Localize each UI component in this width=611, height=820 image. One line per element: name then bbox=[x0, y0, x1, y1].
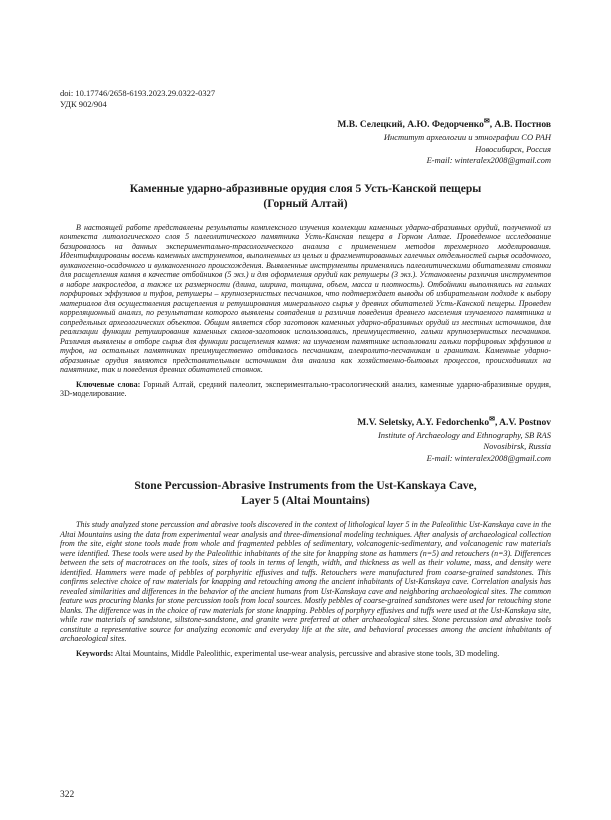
russian-city: Новосибирск, Россия bbox=[475, 143, 551, 154]
russian-authors-before: М.В. Селецкий, А.Ю. Федорченко bbox=[337, 120, 484, 130]
russian-title bbox=[60, 182, 551, 212]
russian-authors bbox=[60, 116, 551, 132]
english-author-block bbox=[60, 414, 551, 465]
english-authors bbox=[60, 414, 551, 430]
russian-author-block bbox=[60, 116, 551, 167]
english-email: E-mail: winteralex2008@gmail.com bbox=[426, 452, 551, 463]
page-number: 322 bbox=[60, 790, 75, 800]
russian-authors-after: , А.В. Постнов bbox=[489, 120, 551, 130]
russian-keywords-text: Горный Алтай, средний палеолит, экспериментально-трасологический анализ, каменные ударно-абразивные орудия, 3D-моделирование. bbox=[60, 379, 551, 398]
english-authors-before: M.V. Seletsky, A.Y. Fedorchenko bbox=[357, 417, 490, 428]
corresponding-author-icon: ✉ bbox=[483, 116, 490, 125]
english-city: Novosibirsk, Russia bbox=[483, 441, 551, 451]
english-keywords bbox=[60, 649, 551, 659]
english-authors-after: , A.V. Postnov bbox=[494, 417, 551, 428]
russian-abstract: В настоящей работе представлены результаты комплексного изучения коллекции каменных ударно-абразивных орудий, полученной из контекста литологического слоя 5 палеолитического памятника Усть-Канская пещера в Горном Алтае. Проведенное исследование базировалось на данных экспериментально-трасологического анализа с применением методов трехмерного моделирования. Идентифицированы восемь каменных инструментов, выполненных из целых и фрагментированных галечных отдельностей сырья осадочного, вулканогенно-осадочного и вулканогенного происхождения. Выявленные инструменты применялись палеолитическими обитателями стоянки для расщепления камня в качестве отбойников (5 экз.) и для оформления орудий как ретушеры (3 экз.). Установлены различия инструментов в наборе макроследов, а также их размерности (длина, ширина, толщина, объем, масса и плотность). Отбойники выполнялись на гальках порфировых эффузивов и туфов, ретушеры – крупнозернистых песчаников, что подтверждает выводы об избирательном подходе к выбору материалов для осуществления расщепления и ретуширования минерального сырья у древних обитателей Усть-Канской пещеры. Проведен корреляционный анализ, по результатам которого выявлены совпадения и различия поведения древнего населения изучаемого памятника и сопредельных археологических объектов. Общим является сбор заготовок каменных ударно-абразивных орудий из местных источников, для реализации функции ретуширования каменных сколов-заготовок использовались, преимущественно, гальки крупнозернистых песчаников. Различия выявлены в отборе сырья для функции расщепления камня: на изучаемом памятнике использовали гальки порфировых эффузивов и туфов, на остальных памятниках преимущественно отдавалось песчаникам, алевролито-песчаникам и гранитам. Каменные ударно-абразивные орудия являются представительным источником для анализа как хозяйственно-бытовых процессов, происходивших на памятнике, так и поведения древних обитателей стоянок. bbox=[60, 222, 551, 374]
russian-affiliation: Институт археологии и этнографии СО РАН bbox=[383, 132, 551, 142]
english-title bbox=[60, 479, 551, 509]
english-title-line2: Layer 5 (Altai Mountains) bbox=[241, 495, 370, 507]
russian-title-line1: Каменные ударно-абразивные орудия слоя 5 Усть-Канской пещеры bbox=[129, 182, 482, 195]
english-abstract: This study analyzed stone percussion and abrasive tools discovered in the context of lithological layer 5 in the Paleolithic Ust-Kanskaya cave in the Altai Mountains using the data from experimental wear analysis and three-dimensional modeling techniques. After analysis of archaeological collection from the site, eight stone tools made from whole and fragmented pebbles of sedimentary, volcanogenic-sedimentary, and volcanogenic raw materials were identified. These tools were used by the Paleolithic inhabitants of the site for knapping stone as hammers (n=5) and retouchers (n=3). Differences between the sets of macrotraces on the tools, sizes of tools in terms of length, width, and thickness as well as their volume, mass, and density were identified. Hammers were made of pebbles of porphyritic effusives and tuffs. Retouchers were manufactured from coarse-grained sandstones. This confirms selective choice of raw materials for knapping and retouching among the ancient inhabitants of Ust-Kanskaya cave. Correlation analysis has revealed similarities and differences in the behavior of the ancient humans from Ust-Kanskaya cave and neighboring archaeological sites. The common feature was procuring blanks for stone percussion tools from local sources. Mostly pebbles of coarse-grained sandstones were used for retouching stone blanks. The difference was in the choice of raw materials for stone knapping. Pebbles of porphyry effusives and tuffs were used at the Ust-Kanskaya site, while raw materials of sandstone, siltstone-sandstone, and granite were preferred at other archaeological sites. Stone percussion and abrasive tools constitute a representative source for analyzing economic and everyday life at the site, and behavioral processes among the ancient inhabitants of archaeological sites. bbox=[60, 520, 551, 643]
doi-line: doi: 10.17746/2658-6193.2023.29.0322-0327 bbox=[60, 88, 216, 98]
russian-title-line2: (Горный Алтай) bbox=[263, 197, 348, 210]
corresponding-author-icon: ✉ bbox=[489, 414, 495, 423]
russian-email: E-mail: winteralex2008@gmail.com bbox=[426, 155, 551, 165]
english-keywords-label: Keywords: bbox=[76, 648, 114, 658]
russian-keywords bbox=[60, 380, 551, 399]
english-title-line1: Stone Percussion-Abrasive Instruments from the Ust-Kanskaya Cave, bbox=[134, 480, 477, 492]
english-affiliation: Institute of Archaeology and Ethnography, SB RAS bbox=[377, 429, 551, 440]
english-keywords-text: Altai Mountains, Middle Paleolithic, experimental use-wear analysis, percussive and abrasive stone tools, 3D modeling. bbox=[113, 648, 500, 658]
udk-line: УДК 902/904 bbox=[60, 99, 107, 109]
russian-keywords-label: Ключевые слова: bbox=[76, 379, 141, 389]
